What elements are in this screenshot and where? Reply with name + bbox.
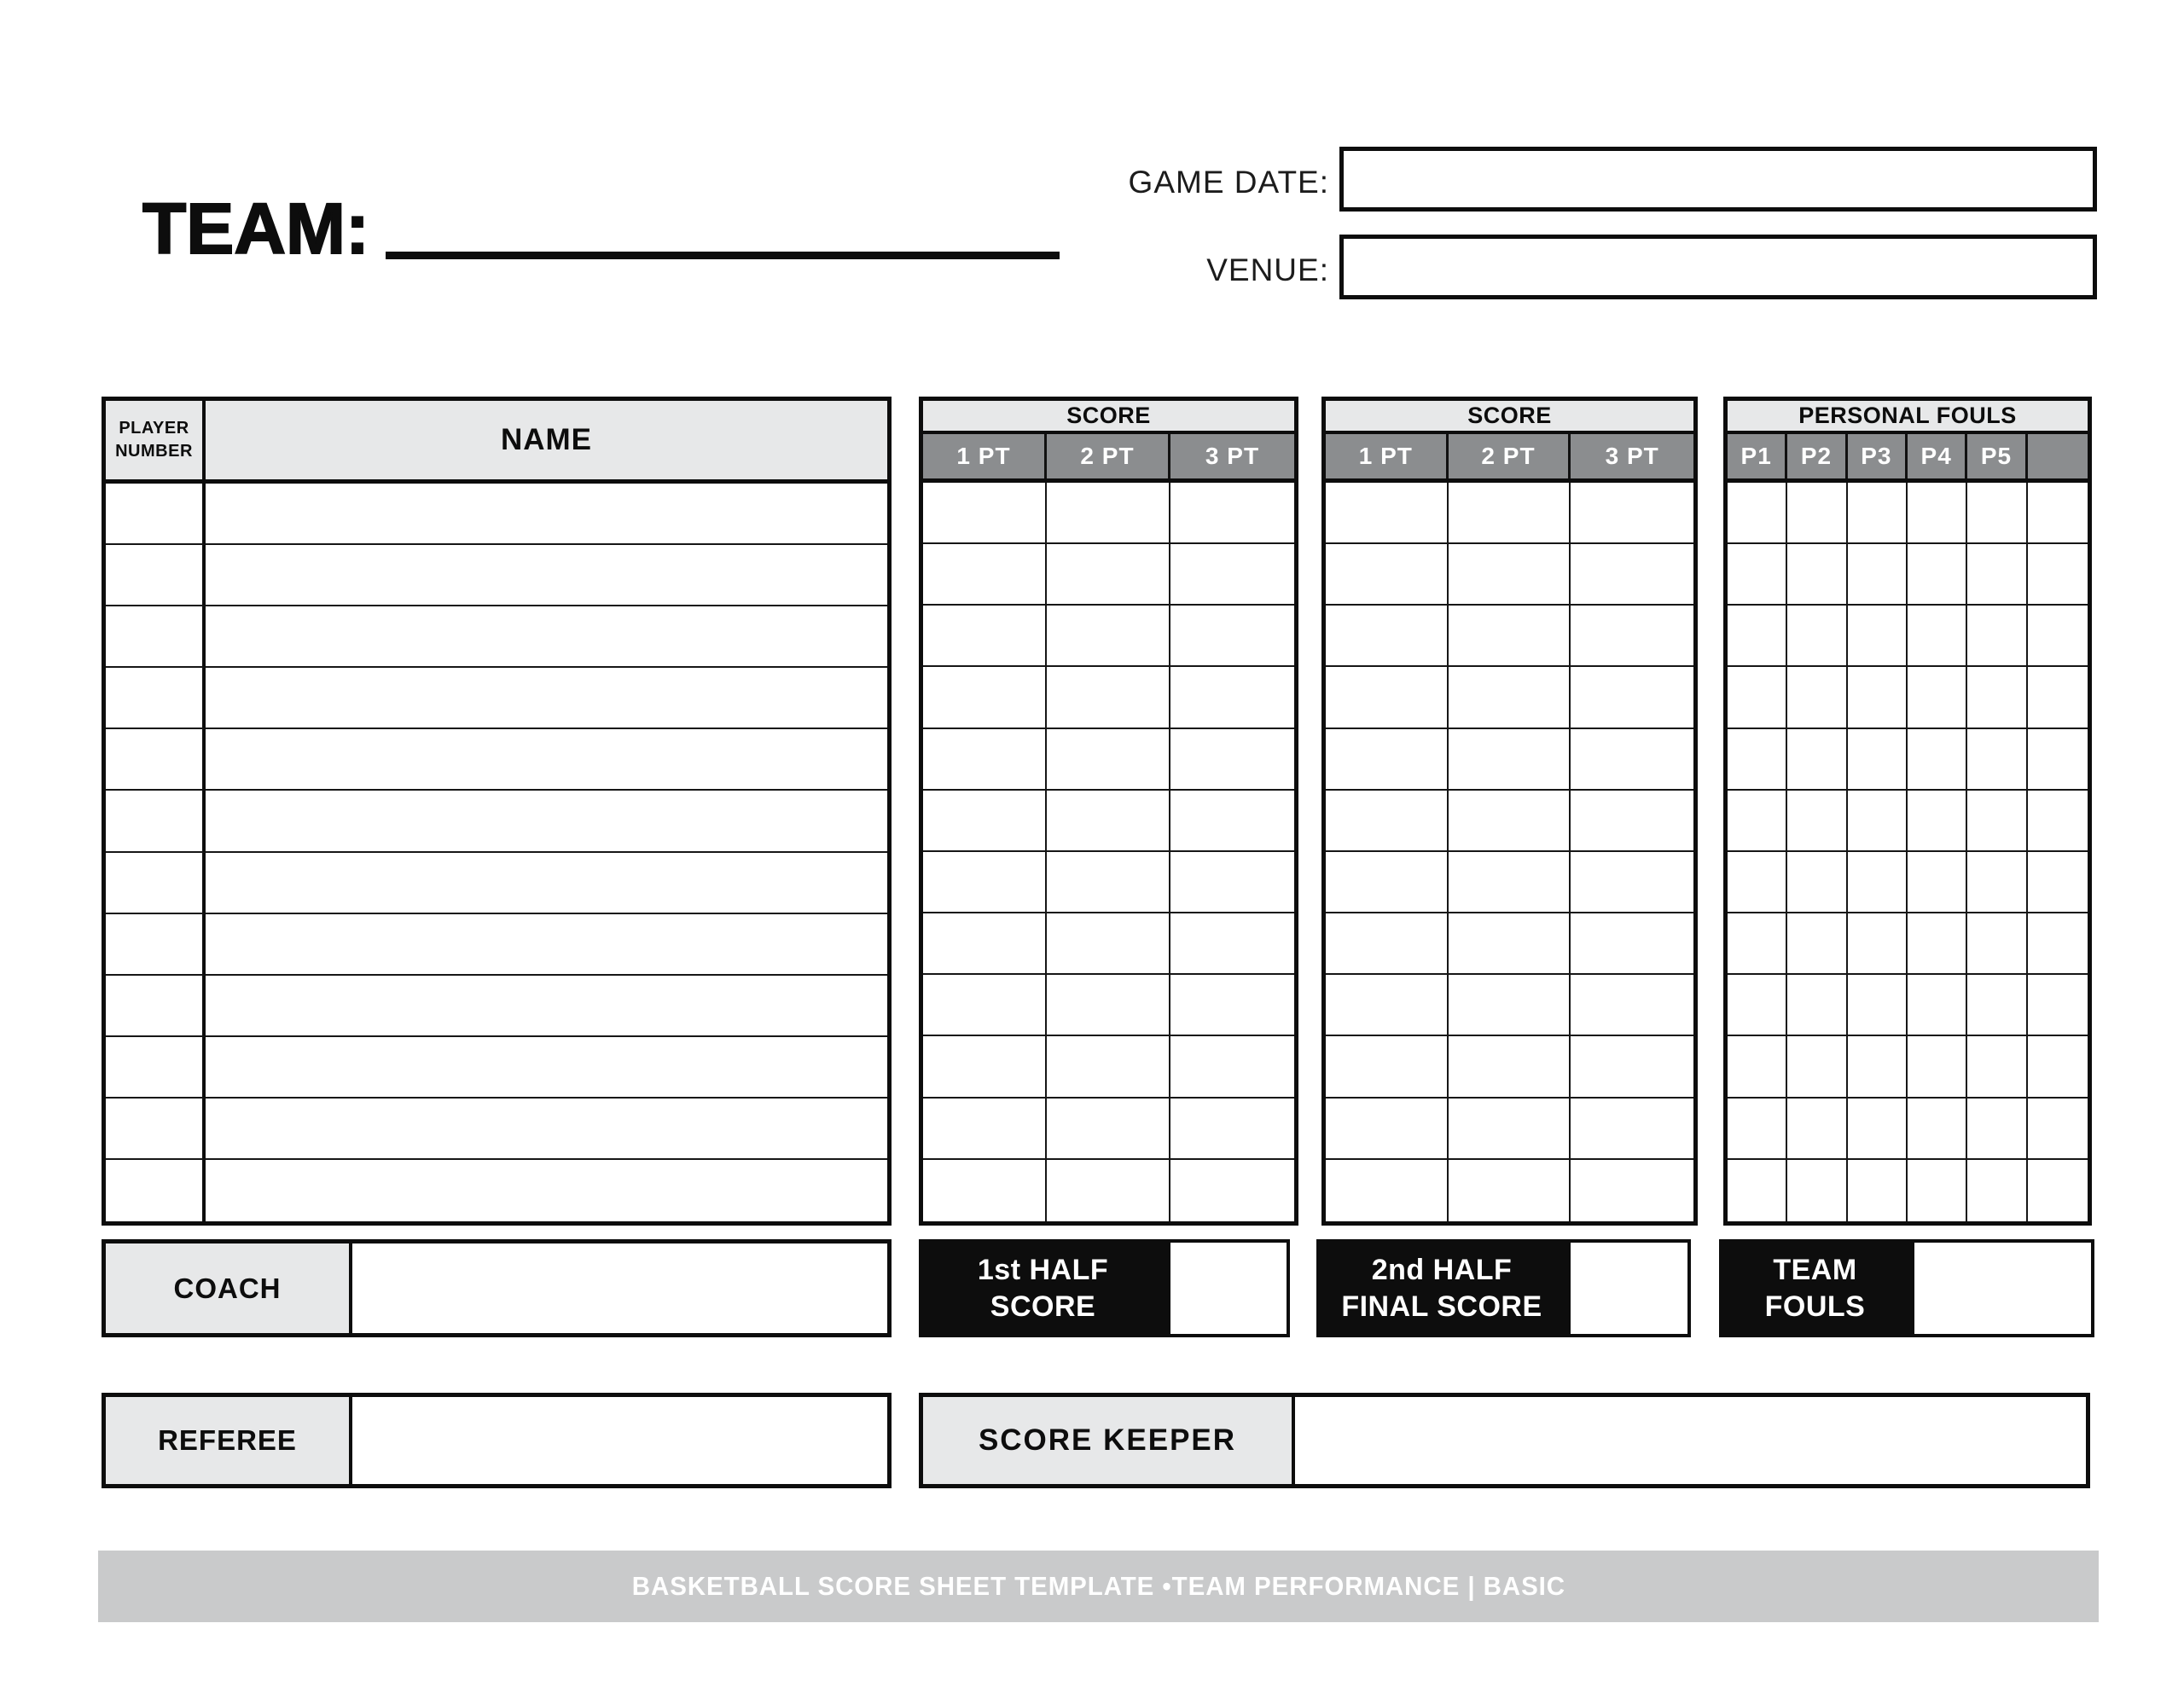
fill-in-cell[interactable] <box>1787 544 1847 606</box>
fill-in-cell[interactable] <box>1787 852 1847 913</box>
score-body <box>923 483 1294 1221</box>
fill-in-cell[interactable] <box>1449 729 1571 791</box>
fill-in-cell[interactable] <box>1047 791 1170 852</box>
score-table-title: SCORE <box>923 401 1294 434</box>
roster-body <box>106 484 887 1221</box>
team-fouls-input[interactable] <box>1911 1239 2094 1337</box>
second-half-line1: 2nd HALF <box>1371 1254 1513 1286</box>
score-column-headers <box>1326 434 1693 483</box>
fill-in-cell[interactable] <box>1728 791 1787 852</box>
fill-in-cell[interactable] <box>2028 667 2088 728</box>
fill-in-cell[interactable] <box>1326 1099 1449 1160</box>
coach-row <box>102 1239 892 1337</box>
second-half-final-score-summary <box>1316 1239 1691 1337</box>
fill-in-cell[interactable] <box>1170 544 1294 606</box>
column-header-p2: P2 <box>1787 434 1847 478</box>
fill-in-cell[interactable] <box>1571 852 1693 913</box>
fill-in-cell[interactable] <box>1967 606 2027 667</box>
fill-in-cell[interactable] <box>2028 975 2088 1036</box>
fill-in-cell[interactable] <box>923 1099 1047 1160</box>
fill-in-cell[interactable] <box>1571 483 1693 544</box>
fill-in-cell[interactable] <box>1908 852 1967 913</box>
fill-in-cell[interactable] <box>1967 667 2027 728</box>
fill-in-cell[interactable] <box>106 1160 206 1221</box>
fill-in-cell[interactable] <box>1908 913 1967 975</box>
fill-in-cell[interactable] <box>1326 729 1449 791</box>
fill-in-cell[interactable] <box>1047 852 1170 913</box>
score-keeper-label: SCORE KEEPER <box>923 1397 1295 1484</box>
fill-in-cell[interactable] <box>1908 606 1967 667</box>
fill-in-cell[interactable] <box>1848 852 1908 913</box>
fill-in-cell[interactable] <box>1787 975 1847 1036</box>
first-half-line1: 1st HALF <box>977 1254 1109 1286</box>
fill-in-cell[interactable] <box>1449 975 1571 1036</box>
fill-in-cell[interactable] <box>106 791 206 852</box>
fill-in-cell[interactable] <box>1848 729 1908 791</box>
column-header-1-pt: 1 PT <box>923 434 1047 478</box>
fill-in-cell[interactable] <box>1571 667 1693 728</box>
roster-table <box>102 397 892 1226</box>
fill-in-cell[interactable] <box>1047 729 1170 791</box>
fill-in-cell[interactable] <box>923 667 1047 728</box>
fill-in-cell[interactable] <box>1326 606 1449 667</box>
first-half-score-summary <box>919 1239 1290 1337</box>
fill-in-cell[interactable] <box>1728 852 1787 913</box>
fill-in-cell[interactable] <box>106 668 206 729</box>
fill-in-cell[interactable] <box>1170 606 1294 667</box>
fill-in-cell[interactable] <box>1326 913 1449 975</box>
fill-in-cell[interactable] <box>1848 975 1908 1036</box>
fill-in-cell[interactable] <box>1047 1160 1170 1221</box>
coach-input[interactable] <box>352 1244 887 1333</box>
fill-in-cell[interactable] <box>1449 913 1571 975</box>
fill-in-cell[interactable] <box>106 729 206 791</box>
name-header: NAME <box>500 423 593 456</box>
column-header-p3: P3 <box>1848 434 1908 478</box>
fill-in-cell[interactable] <box>1170 729 1294 791</box>
fill-in-cell[interactable] <box>923 913 1047 975</box>
column-header-p4: P4 <box>1908 434 1967 478</box>
fill-in-cell[interactable] <box>1170 667 1294 728</box>
fill-in-cell[interactable] <box>1967 791 2027 852</box>
fill-in-cell[interactable] <box>1908 729 1967 791</box>
fill-in-cell[interactable] <box>1449 791 1571 852</box>
column-header-blank <box>2028 434 2088 478</box>
fill-in-cell[interactable] <box>1326 667 1449 728</box>
fill-in-cell[interactable] <box>2028 483 2088 544</box>
fouls-body <box>1728 483 2088 1221</box>
game-date-input[interactable] <box>1339 147 2097 212</box>
fill-in-cell[interactable] <box>1908 1099 1967 1160</box>
fill-in-cell[interactable] <box>1908 791 1967 852</box>
fill-in-cell[interactable] <box>206 729 887 791</box>
fill-in-cell[interactable] <box>1047 483 1170 544</box>
fill-in-cell[interactable] <box>206 976 887 1037</box>
team-label: TEAM: <box>142 188 369 269</box>
fill-in-cell[interactable] <box>1449 1099 1571 1160</box>
fill-in-cell[interactable] <box>106 976 206 1037</box>
score-body <box>1326 483 1693 1221</box>
fill-in-cell[interactable] <box>1967 483 2027 544</box>
fill-in-cell[interactable] <box>1326 852 1449 913</box>
fill-in-cell[interactable] <box>1787 791 1847 852</box>
fill-in-cell[interactable] <box>1848 544 1908 606</box>
column-header-1-pt: 1 PT <box>1326 434 1449 478</box>
team-fouls-line1: TEAM <box>1773 1254 1857 1286</box>
fill-in-cell[interactable] <box>923 606 1047 667</box>
fill-in-cell[interactable] <box>1787 606 1847 667</box>
referee-label: REFEREE <box>106 1397 352 1484</box>
referee-input[interactable] <box>352 1397 887 1484</box>
fill-in-cell[interactable] <box>1728 729 1787 791</box>
fill-in-cell[interactable] <box>206 545 887 606</box>
team-fouls-line2: FOULS <box>1764 1290 1866 1323</box>
fill-in-cell[interactable] <box>2028 1099 2088 1160</box>
fill-in-cell[interactable] <box>1967 729 2027 791</box>
player-number-header <box>106 401 206 479</box>
fill-in-cell[interactable] <box>923 544 1047 606</box>
column-header-p5: P5 <box>1967 434 2027 478</box>
venue-label: VENUE: <box>1206 252 1329 287</box>
fill-in-cell[interactable] <box>923 1160 1047 1221</box>
fill-in-cell[interactable] <box>1571 729 1693 791</box>
fill-in-cell[interactable] <box>1449 852 1571 913</box>
fill-in-cell[interactable] <box>1326 1160 1449 1221</box>
fill-in-cell[interactable] <box>923 729 1047 791</box>
fill-in-cell[interactable] <box>106 914 206 976</box>
fill-in-cell[interactable] <box>1571 791 1693 852</box>
fill-in-cell[interactable] <box>1848 1099 1908 1160</box>
fill-in-cell[interactable] <box>1571 544 1693 606</box>
fill-in-cell[interactable] <box>1728 483 1787 544</box>
footer-text: BASKETBALL SCORE SHEET TEMPLATE •TEAM PERFORMANCE | BASIC <box>631 1571 1565 1601</box>
team-fouls-label <box>1719 1239 1911 1337</box>
fill-in-cell[interactable] <box>1967 975 2027 1036</box>
fill-in-cell[interactable] <box>1571 913 1693 975</box>
fill-in-cell[interactable] <box>1449 606 1571 667</box>
fill-in-cell[interactable] <box>1848 483 1908 544</box>
fill-in-cell[interactable] <box>206 791 887 852</box>
fill-in-cell[interactable] <box>1047 1099 1170 1160</box>
fill-in-cell[interactable] <box>1571 606 1693 667</box>
fill-in-cell[interactable] <box>1908 1036 1967 1098</box>
column-header-2-pt: 2 PT <box>1047 434 1170 478</box>
fill-in-cell[interactable] <box>2028 913 2088 975</box>
fill-in-cell[interactable] <box>1967 1099 2027 1160</box>
footer-bar <box>98 1551 2099 1622</box>
fill-in-cell[interactable] <box>1170 791 1294 852</box>
second-half-line2: FINAL SCORE <box>1341 1290 1542 1323</box>
game-date-label: GAME DATE: <box>1128 165 1329 200</box>
player-number-header-line2: NUMBER <box>115 442 193 461</box>
fill-in-cell[interactable] <box>2028 791 2088 852</box>
coach-label: COACH <box>106 1244 352 1333</box>
team-fouls-summary <box>1719 1239 2094 1337</box>
fill-in-cell[interactable] <box>1170 913 1294 975</box>
fill-in-cell[interactable] <box>1326 544 1449 606</box>
fill-in-cell[interactable] <box>1449 1160 1571 1221</box>
roster-header <box>106 401 887 484</box>
fill-in-cell[interactable] <box>1170 1099 1294 1160</box>
score-column-headers <box>923 434 1294 483</box>
fill-in-cell[interactable] <box>1908 1160 1967 1221</box>
fill-in-cell[interactable] <box>1787 1036 1847 1098</box>
fill-in-cell[interactable] <box>923 852 1047 913</box>
fill-in-cell[interactable] <box>1170 483 1294 544</box>
fill-in-cell[interactable] <box>206 484 887 545</box>
fill-in-cell[interactable] <box>1787 483 1847 544</box>
fill-in-cell[interactable] <box>106 1037 206 1099</box>
fill-in-cell[interactable] <box>206 606 887 668</box>
fill-in-cell[interactable] <box>1449 1036 1571 1098</box>
fill-in-cell[interactable] <box>1848 667 1908 728</box>
fill-in-cell[interactable] <box>1787 1099 1847 1160</box>
fill-in-cell[interactable] <box>206 853 887 914</box>
fill-in-cell[interactable] <box>2028 606 2088 667</box>
venue-input[interactable] <box>1339 235 2097 299</box>
fill-in-cell[interactable] <box>1449 544 1571 606</box>
fill-in-cell[interactable] <box>1571 975 1693 1036</box>
fill-in-cell[interactable] <box>106 1099 206 1160</box>
fill-in-cell[interactable] <box>206 1160 887 1221</box>
fill-in-cell[interactable] <box>1326 483 1449 544</box>
fill-in-cell[interactable] <box>1728 1160 1787 1221</box>
fill-in-cell[interactable] <box>206 668 887 729</box>
fill-in-cell[interactable] <box>1848 1160 1908 1221</box>
fill-in-cell[interactable] <box>206 1037 887 1099</box>
fill-in-cell[interactable] <box>1967 852 2027 913</box>
column-header-3-pt: 3 PT <box>1571 434 1693 478</box>
first-half-score-input[interactable] <box>1167 1239 1290 1337</box>
fill-in-cell[interactable] <box>1967 1160 2027 1221</box>
fill-in-cell[interactable] <box>1047 913 1170 975</box>
fill-in-cell[interactable] <box>206 1099 887 1160</box>
first-half-line2: SCORE <box>990 1290 1096 1323</box>
score-table-title: SCORE <box>1326 401 1693 434</box>
fill-in-cell[interactable] <box>1326 791 1449 852</box>
fill-in-cell[interactable] <box>1728 606 1787 667</box>
fill-in-cell[interactable] <box>923 975 1047 1036</box>
fill-in-cell[interactable] <box>1170 1160 1294 1221</box>
fill-in-cell[interactable] <box>1326 975 1449 1036</box>
fill-in-cell[interactable] <box>1787 729 1847 791</box>
fill-in-cell[interactable] <box>1571 1036 1693 1098</box>
fill-in-cell[interactable] <box>1848 606 1908 667</box>
fill-in-cell[interactable] <box>1848 1036 1908 1098</box>
column-header-2-pt: 2 PT <box>1449 434 1571 478</box>
first-half-score-table <box>919 397 1298 1226</box>
fill-in-cell[interactable] <box>1848 913 1908 975</box>
fill-in-cell[interactable] <box>1728 544 1787 606</box>
fill-in-cell[interactable] <box>1967 1036 2027 1098</box>
fill-in-cell[interactable] <box>1326 1036 1449 1098</box>
fill-in-cell[interactable] <box>1449 483 1571 544</box>
fill-in-cell[interactable] <box>1967 544 2027 606</box>
fill-in-cell[interactable] <box>1047 544 1170 606</box>
fill-in-cell[interactable] <box>1170 1036 1294 1098</box>
fill-in-cell[interactable] <box>1908 667 1967 728</box>
fill-in-cell[interactable] <box>1571 1099 1693 1160</box>
fill-in-cell[interactable] <box>1787 913 1847 975</box>
score-keeper-row <box>919 1393 2090 1488</box>
fill-in-cell[interactable] <box>2028 1160 2088 1221</box>
fill-in-cell[interactable] <box>1047 606 1170 667</box>
fill-in-cell[interactable] <box>1170 852 1294 913</box>
fill-in-cell[interactable] <box>1728 975 1787 1036</box>
first-half-score-label <box>919 1239 1167 1337</box>
fill-in-cell[interactable] <box>1170 975 1294 1036</box>
fill-in-cell[interactable] <box>1728 667 1787 728</box>
fill-in-cell[interactable] <box>1908 483 1967 544</box>
fill-in-cell[interactable] <box>106 853 206 914</box>
second-half-score-table <box>1321 397 1698 1226</box>
fill-in-cell[interactable] <box>1787 1160 1847 1221</box>
fill-in-cell[interactable] <box>1449 667 1571 728</box>
fill-in-cell[interactable] <box>1728 1099 1787 1160</box>
fill-in-cell[interactable] <box>1908 544 1967 606</box>
fill-in-cell[interactable] <box>206 914 887 976</box>
fill-in-cell[interactable] <box>106 484 206 545</box>
personal-fouls-title: PERSONAL FOULS <box>1728 401 2088 434</box>
referee-row <box>102 1393 892 1488</box>
fouls-column-headers <box>1728 434 2088 483</box>
column-header-3-pt: 3 PT <box>1170 434 1294 478</box>
fill-in-cell[interactable] <box>1571 1160 1693 1221</box>
fill-in-cell[interactable] <box>923 791 1047 852</box>
fill-in-cell[interactable] <box>106 606 206 668</box>
fill-in-cell[interactable] <box>1787 667 1847 728</box>
fill-in-cell[interactable] <box>1728 1036 1787 1098</box>
fill-in-cell[interactable] <box>1047 975 1170 1036</box>
team-name-underline[interactable] <box>386 252 1060 259</box>
fill-in-cell[interactable] <box>1728 913 1787 975</box>
second-half-final-score-input[interactable] <box>1567 1239 1691 1337</box>
fill-in-cell[interactable] <box>2028 729 2088 791</box>
fill-in-cell[interactable] <box>2028 852 2088 913</box>
fill-in-cell[interactable] <box>1047 667 1170 728</box>
fill-in-cell[interactable] <box>1848 791 1908 852</box>
fill-in-cell[interactable] <box>1967 913 2027 975</box>
second-half-final-score-label <box>1316 1239 1567 1337</box>
personal-fouls-table <box>1723 397 2092 1226</box>
score-keeper-input[interactable] <box>1295 1397 2086 1484</box>
fill-in-cell[interactable] <box>1908 975 1967 1036</box>
fill-in-cell[interactable] <box>2028 544 2088 606</box>
fill-in-cell[interactable] <box>923 1036 1047 1098</box>
column-header-p1: P1 <box>1728 434 1787 478</box>
fill-in-cell[interactable] <box>106 545 206 606</box>
fill-in-cell[interactable] <box>1047 1036 1170 1098</box>
player-number-header-line1: PLAYER <box>119 419 189 438</box>
fill-in-cell[interactable] <box>2028 1036 2088 1098</box>
fill-in-cell[interactable] <box>923 483 1047 544</box>
